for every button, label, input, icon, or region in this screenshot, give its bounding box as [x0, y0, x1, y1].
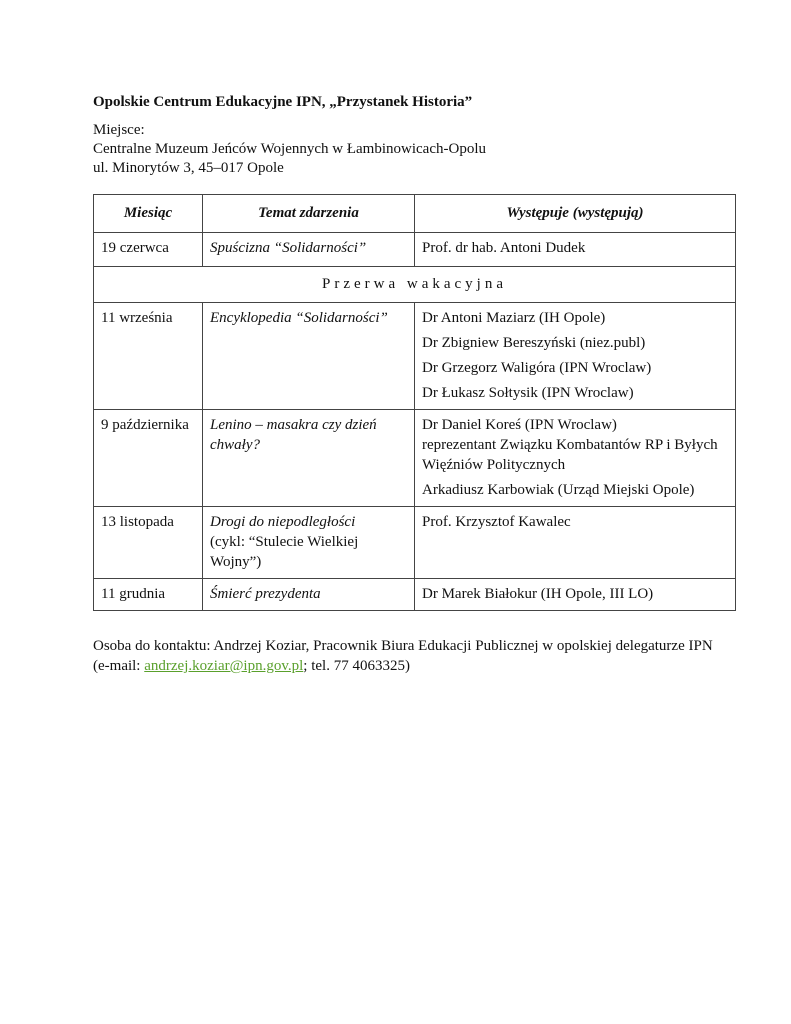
- cell-speakers: Dr Marek Białokur (IH Opole, III LO): [415, 579, 736, 611]
- contact-text: Osoba do kontaktu: Andrzej Koziar, Pracownik Biura Edukacji Publicznej w opolskiej delegaturze IPN (e-mail:: [93, 638, 713, 674]
- cell-topic: Śmierć prezydenta: [203, 579, 415, 611]
- contact-phone-text: ; tel. 77 4063325): [303, 658, 410, 674]
- schedule-table: [93, 194, 736, 611]
- cell-month: 9 października: [94, 410, 203, 507]
- document-title: Opolskie Centrum Edukacyjne IPN, „Przystanek Historia”: [93, 94, 473, 110]
- table-header-row: [94, 195, 736, 233]
- cell-topic: Spuścizna “Solidarności”: [203, 233, 415, 267]
- header-month: Miesiąc: [94, 195, 203, 233]
- contact-paragraph: [93, 636, 733, 676]
- cell-month: 13 listopada: [94, 507, 203, 579]
- cell-speakers: Prof. dr hab. Antoni Dudek: [415, 233, 736, 267]
- cell-topic: [203, 507, 415, 579]
- header-topic: Temat zdarzenia: [203, 195, 415, 233]
- email-link[interactable]: andrzej.koziar@ipn.gov.pl: [144, 658, 304, 674]
- place-line-2: ul. Minorytów 3, 45–017 Opole: [93, 160, 284, 176]
- cell-month: 11 grudnia: [94, 579, 203, 611]
- table-row: [94, 579, 736, 611]
- table-row-break: [94, 267, 736, 303]
- speaker: Dr Daniel Koreś (IPN Wroclaw) reprezentant Związku Kombatantów RP i Byłych Więźniów Politycznych: [422, 417, 718, 473]
- cell-topic: Encyklopedia “Solidarności”: [203, 303, 415, 410]
- topic-subtitle: (cykl: “Stulecie Wielkiej Wojny”): [210, 534, 359, 570]
- speaker: Dr Łukasz Sołtysik (IPN Wroclaw): [422, 385, 634, 401]
- break-cell: Przerwa wakacyjna: [94, 267, 736, 303]
- place-label: Miejsce:: [93, 122, 145, 138]
- place-block: [93, 121, 743, 178]
- speaker: Dr Zbigniew Bereszyński (niez.publ): [422, 335, 646, 351]
- cell-topic: Lenino – masakra czy dzień chwały?: [203, 410, 415, 507]
- document-header: [93, 92, 743, 178]
- table-row: [94, 303, 736, 410]
- table-row: [94, 410, 736, 507]
- header-speakers: Występuje (występują): [415, 195, 736, 233]
- table-row: [94, 233, 736, 267]
- cell-month: 19 czerwca: [94, 233, 203, 267]
- place-line-1: Centralne Muzeum Jeńców Wojennych w Łambinowicach-Opolu: [93, 141, 486, 157]
- topic-title: Drogi do niepodległości: [210, 514, 356, 530]
- table-row: [94, 507, 736, 579]
- speaker: Dr Antoni Maziarz (IH Opole): [422, 310, 606, 326]
- speaker: Arkadiusz Karbowiak (Urząd Miejski Opole): [422, 482, 695, 498]
- cell-speakers: [415, 303, 736, 410]
- cell-speakers: [415, 410, 736, 507]
- speaker: Dr Grzegorz Waligóra (IPN Wroclaw): [422, 360, 652, 376]
- cell-speakers: Prof. Krzysztof Kawalec: [415, 507, 736, 579]
- cell-month: 11 września: [94, 303, 203, 410]
